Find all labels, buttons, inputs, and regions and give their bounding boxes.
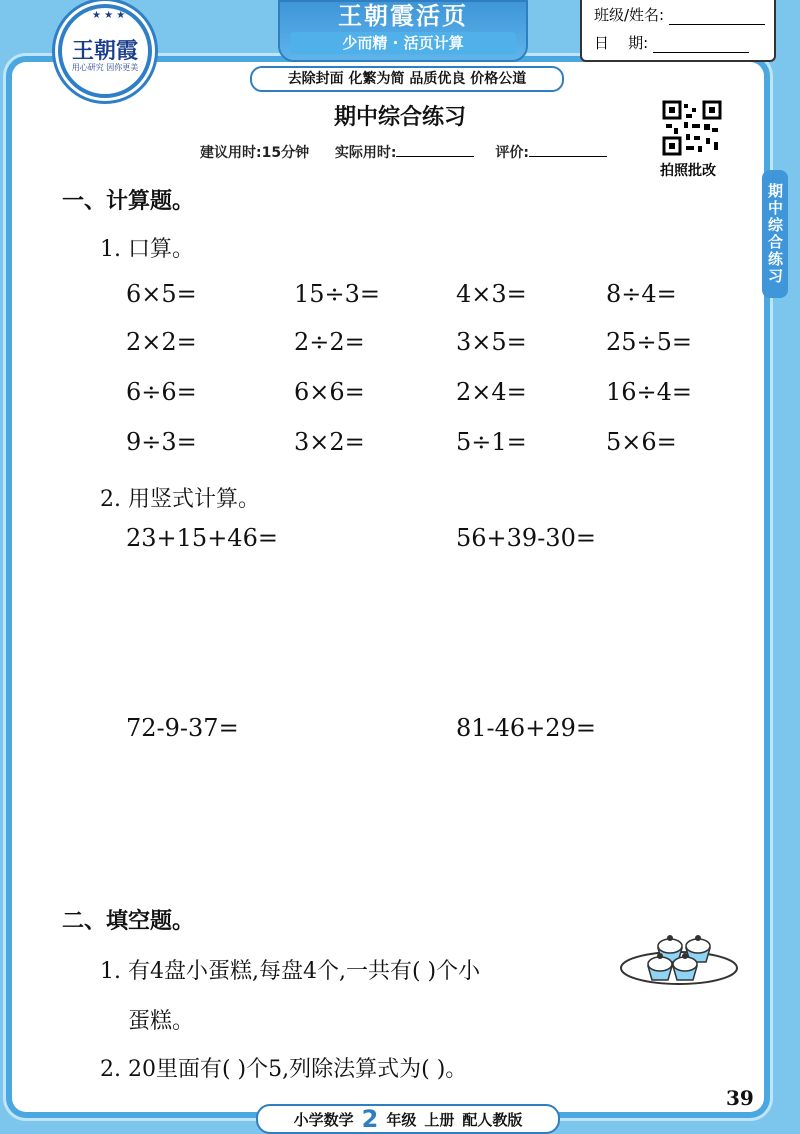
actual-time-label: 实际用时:	[334, 145, 397, 161]
student-info-box	[580, 0, 776, 62]
qr-label: 拍照批改	[660, 163, 716, 179]
cupcake-plate-icon	[618, 928, 740, 988]
fill-question-1: 1. 有4盘小蛋糕,每盘4个,一共有( )个小	[100, 959, 481, 984]
oral-item: 3×2=	[294, 428, 365, 456]
footer-badge	[256, 1104, 560, 1134]
logo-tagline: 用心研究 因你更美	[71, 63, 139, 72]
oral-item: 6÷6=	[126, 378, 197, 406]
name-label: 班级/姓名:	[594, 6, 665, 24]
footer-grade: 年级	[386, 1111, 417, 1129]
oral-item: 2×4=	[456, 378, 527, 406]
page-title: 期中综合练习	[333, 105, 466, 130]
footer-term: 上册	[424, 1111, 455, 1129]
oral-item: 25÷5=	[606, 328, 693, 356]
fill-question-1-cont: 蛋糕。	[128, 1009, 195, 1034]
oral-item: 3×5=	[456, 328, 527, 356]
side-tab: 期中综合练习	[762, 170, 788, 298]
rating-label: 评价:	[495, 145, 529, 161]
star-icon: ★ ★ ★	[92, 10, 126, 21]
oral-item: 6×6=	[294, 378, 365, 406]
brand-banner	[278, 0, 528, 62]
date-field[interactable]	[653, 38, 749, 53]
section-calculation: 一、计算题。	[62, 189, 195, 214]
oral-item: 4×3=	[456, 280, 527, 308]
question-vertical: 2. 用竖式计算。	[100, 487, 260, 512]
oral-item: 2÷2=	[294, 328, 365, 356]
vertical-item: 56+39-30=	[456, 524, 596, 552]
slogan: 去除封面 化繁为简 品质优良 价格公道	[250, 66, 564, 92]
oral-item: 9÷3=	[126, 428, 197, 456]
brand-subtitle: 少而精 · 活页计算	[290, 32, 516, 54]
section-fill-blank: 二、填空题。	[62, 909, 195, 934]
fill-question-2: 2. 20里面有( )个5,列除法算式为( )。	[100, 1057, 468, 1082]
qr-code-icon[interactable]	[662, 100, 722, 156]
oral-item: 5÷1=	[456, 428, 527, 456]
rating-field[interactable]	[529, 144, 607, 157]
name-field[interactable]	[669, 10, 765, 25]
actual-time-field[interactable]	[396, 144, 474, 157]
name-row	[594, 4, 765, 25]
suggested-time: 建议用时:15分钟	[200, 145, 310, 161]
brand-title: 王朝霞活页	[338, 2, 468, 30]
oral-item: 8÷4=	[606, 280, 677, 308]
vertical-item: 81-46+29=	[456, 714, 596, 742]
time-meta	[200, 142, 623, 162]
brand-logo	[58, 4, 152, 98]
oral-item: 16÷4=	[606, 378, 693, 406]
oral-item: 15÷3=	[294, 280, 381, 308]
oral-item: 5×6=	[606, 428, 677, 456]
oral-item: 6×5=	[126, 280, 197, 308]
footer-edition: 配人教版	[462, 1111, 523, 1129]
question-oral: 1. 口算。	[100, 237, 194, 262]
date-label: 日 期:	[594, 34, 649, 52]
logo-text: 王朝霞	[71, 38, 138, 64]
footer-subject: 小学数学	[293, 1111, 354, 1129]
date-row	[594, 32, 749, 53]
footer-grade-number: 2	[361, 1105, 379, 1133]
page-number: 39	[726, 1086, 754, 1110]
vertical-item: 72-9-37=	[126, 714, 239, 742]
oral-item: 2×2=	[126, 328, 197, 356]
vertical-item: 23+15+46=	[126, 524, 278, 552]
